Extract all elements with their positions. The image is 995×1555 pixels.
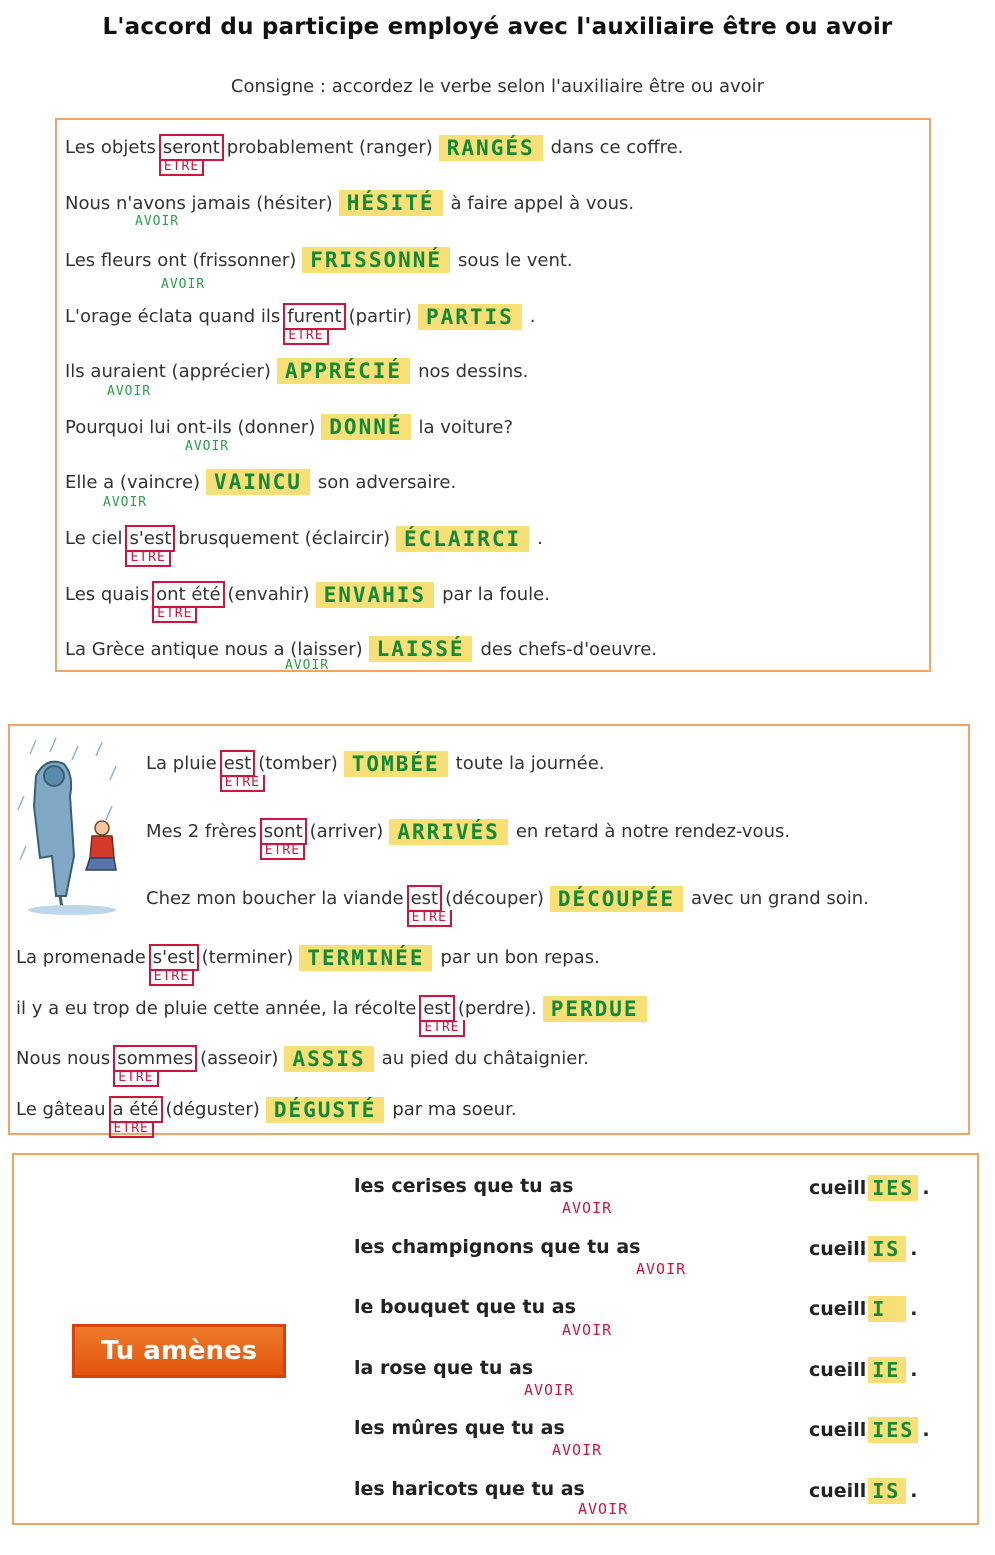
auxiliary-note: AVOIR <box>285 658 330 673</box>
exercise-row <box>65 414 513 440</box>
answer-field[interactable]: IE <box>868 1357 906 1383</box>
exercise-row <box>65 525 543 565</box>
auxiliary-box <box>109 1096 163 1136</box>
answer-row <box>809 1417 930 1443</box>
exercise-box-1 <box>55 118 931 672</box>
auxiliary-tag: ETRE <box>125 550 170 567</box>
exercise-row <box>146 885 869 925</box>
auxiliary-box <box>419 995 460 1035</box>
exercise-row <box>146 750 605 790</box>
auxiliary-word: est <box>223 753 252 774</box>
auxiliary-word: sont <box>263 821 303 842</box>
exercise-row <box>16 1045 589 1085</box>
auxiliary-note: AVOIR <box>552 1441 603 1459</box>
exercise-row <box>65 190 634 216</box>
sentence-middle: (asseoir) <box>200 1048 279 1069</box>
exercise-box-3 <box>12 1153 979 1525</box>
auxiliary-note: AVOIR <box>185 439 230 454</box>
auxiliary-note: AVOIR <box>524 1381 575 1399</box>
punctuation: . <box>910 1238 918 1260</box>
answer-field[interactable]: VAINCU <box>206 469 310 495</box>
rain-illustration <box>16 736 128 916</box>
auxiliary-note: AVOIR <box>107 384 152 399</box>
sentence-middle: (tomber) <box>258 753 338 774</box>
auxiliary-word: est <box>410 888 439 909</box>
auxiliary-note: AVOIR <box>578 1500 629 1518</box>
sentence-middle: brusquement (éclaircir) <box>178 528 390 549</box>
auxiliary-box <box>407 885 447 925</box>
auxiliary-word: s'est <box>152 947 195 968</box>
sentence-end: à faire appel à vous. <box>450 192 635 214</box>
phrase: les champignons que tu as <box>354 1236 641 1258</box>
answer-field[interactable]: FRISSONNÉ <box>302 247 450 273</box>
sentence-middle: (terminer) <box>201 947 294 968</box>
sentence-start: Chez mon boucher la viande <box>146 888 404 909</box>
answer-field[interactable]: DÉGUSTÉ <box>266 1097 385 1123</box>
sentence-middle: (découper) <box>445 888 544 909</box>
answer-field[interactable]: ÉCLAIRCI <box>396 526 529 552</box>
answer-field[interactable]: DONNÉ <box>321 414 410 440</box>
auxiliary-word: seront <box>162 137 220 158</box>
sentence-end: des chefs-d'oeuvre. <box>480 638 657 660</box>
punctuation: . <box>922 1419 930 1441</box>
auxiliary-tag: ETRE <box>109 1121 154 1138</box>
answer-field[interactable]: ENVAHIS <box>316 582 435 608</box>
answer-field[interactable]: IS <box>868 1236 906 1262</box>
punctuation: . <box>910 1359 918 1381</box>
answer-field[interactable]: RANGÉS <box>439 135 543 161</box>
auxiliary-word: ont été <box>156 584 221 605</box>
sentence-middle: (arriver) <box>309 821 384 842</box>
sentence-end: . <box>537 528 543 549</box>
answer-field[interactable]: I <box>868 1296 906 1322</box>
auxiliary-tag: ETRE <box>260 843 305 860</box>
sentence-end: dans ce coffre. <box>550 137 684 158</box>
auxiliary-box <box>220 750 261 790</box>
phrase: les cerises que tu as <box>354 1175 574 1197</box>
auxiliary-note: AVOIR <box>562 1321 613 1339</box>
phrase: la rose que tu as <box>354 1357 534 1379</box>
exercise-row <box>146 818 791 858</box>
auxiliary-box <box>260 818 307 858</box>
auxiliary-tag: ETRE <box>283 328 328 345</box>
sentence-start: Les objets <box>65 137 156 158</box>
auxiliary-box <box>152 581 224 621</box>
sentence-start: Les quais <box>65 584 150 605</box>
auxiliary-word: est <box>423 998 451 1019</box>
answer-field[interactable]: IS <box>868 1478 906 1504</box>
auxiliary-tag: ETRE <box>149 969 194 986</box>
answer-field[interactable]: IES <box>868 1417 918 1443</box>
punctuation: . <box>922 1177 930 1199</box>
answer-field[interactable]: TOMBÉE <box>344 751 448 777</box>
phrase: les mûres que tu as <box>354 1417 565 1439</box>
sentence-start: La Grèce antique nous a (laisser) <box>65 638 363 660</box>
answer-row <box>809 1478 917 1504</box>
answer-field[interactable]: PERDUE <box>543 996 647 1022</box>
exercise-row <box>65 636 657 662</box>
answer-field[interactable]: ASSIS <box>284 1046 373 1072</box>
sentence-end: nos dessins. <box>418 360 529 382</box>
auxiliary-word: furent <box>287 306 342 327</box>
auxiliary-note: AVOIR <box>103 495 148 510</box>
answer-row <box>809 1236 917 1262</box>
auxiliary-box <box>125 525 175 565</box>
sentence-end: la voiture? <box>418 416 514 438</box>
verb-stem: cueill <box>809 1359 867 1381</box>
sentence-start: Ils auraient (apprécier) <box>65 360 271 382</box>
sentence-start: Le ciel <box>65 528 123 549</box>
answer-field[interactable]: IES <box>868 1175 918 1201</box>
sentence-middle: (partir) <box>348 306 412 327</box>
exercise-row <box>65 469 456 495</box>
sentence-start: il y a eu trop de pluie cette année, la récolte <box>16 998 417 1019</box>
verb-stem: cueill <box>809 1480 867 1502</box>
auxiliary-tag: ETRE <box>419 1020 464 1037</box>
answer-field[interactable]: APPRÉCIÉ <box>277 358 410 384</box>
exercise-row <box>16 944 600 984</box>
answer-row <box>809 1175 930 1201</box>
answer-field[interactable]: PARTIS <box>418 304 522 330</box>
auxiliary-word: s'est <box>129 528 172 549</box>
auxiliary-word: sommes <box>117 1048 194 1069</box>
sentence-start: Nous nous <box>16 1048 111 1069</box>
sentence-end: son adversaire. <box>317 471 457 493</box>
phrase: le bouquet que tu as <box>354 1296 576 1318</box>
auxiliary-tag: ETRE <box>113 1070 158 1087</box>
phrase: les haricots que tu as <box>354 1478 585 1500</box>
sentence-end: au pied du châtaignier. <box>381 1048 589 1069</box>
auxiliary-note: AVOIR <box>562 1199 613 1217</box>
auxiliary-tag: ETRE <box>220 775 265 792</box>
sentence-start: Nous n'avons jamais (hésiter) <box>65 192 333 214</box>
auxiliary-note: AVOIR <box>161 277 206 292</box>
sentence-end: . <box>529 306 536 327</box>
punctuation: . <box>910 1298 918 1320</box>
exercise-row <box>65 581 550 621</box>
sentence-start: La pluie <box>146 753 217 774</box>
verb-stem: cueill <box>809 1177 867 1199</box>
answer-row <box>809 1296 917 1322</box>
answer-field[interactable]: LAISSÉ <box>369 636 473 662</box>
sentence-start: Pourquoi lui ont-ils (donner) <box>65 416 316 438</box>
tu-amenes-button[interactable]: Tu amènes <box>72 1324 286 1378</box>
auxiliary-box <box>149 944 199 984</box>
sentence-start: Les fleurs ont (frissonner) <box>65 249 297 271</box>
exercise-box-2 <box>8 724 970 1135</box>
sentence-start: Mes 2 frères <box>146 821 257 842</box>
sentence-end: par ma soeur. <box>392 1099 517 1120</box>
sentence-middle: probablement (ranger) <box>226 137 433 158</box>
answer-field[interactable]: TERMINÉE <box>299 945 432 971</box>
auxiliary-tag: ETRE <box>152 606 197 623</box>
exercise-row <box>16 995 655 1035</box>
auxiliary-box <box>159 134 224 174</box>
sentence-middle: (perdre). <box>457 998 537 1019</box>
sentence-end: sous le vent. <box>458 249 573 271</box>
answer-field[interactable]: ARRIVÉS <box>389 819 508 845</box>
exercise-row <box>65 358 528 384</box>
page-title: L'accord du participe employé avec l'auxiliaire être ou avoir <box>102 14 893 40</box>
punctuation: . <box>910 1480 918 1502</box>
verb-stem: cueill <box>809 1238 867 1260</box>
sentence-start: L'orage éclata quand ils <box>65 306 281 327</box>
exercise-row <box>65 247 573 273</box>
auxiliary-tag: ETRE <box>159 159 204 176</box>
sentence-start: La promenade <box>16 947 146 968</box>
sentence-end: par un bon repas. <box>440 947 600 968</box>
sentence-end: en retard à notre rendez-vous. <box>515 821 791 842</box>
auxiliary-note: AVOIR <box>636 1260 687 1278</box>
sentence-end: par la foule. <box>442 584 550 605</box>
answer-row <box>809 1357 917 1383</box>
exercise-row <box>65 134 684 174</box>
verb-stem: cueill <box>809 1298 867 1320</box>
auxiliary-word: a été <box>112 1099 159 1120</box>
exercise-row <box>16 1096 517 1136</box>
instruction-text: Consigne : accordez le verbe selon l'auxiliaire être ou avoir <box>230 76 765 97</box>
exercise-row <box>65 303 536 343</box>
sentence-end: toute la journée. <box>455 753 605 774</box>
auxiliary-box <box>113 1045 197 1085</box>
verb-stem: cueill <box>809 1419 867 1441</box>
auxiliary-box <box>283 303 345 343</box>
sentence-end: avec un grand soin. <box>691 888 869 909</box>
sentence-start: Le gâteau <box>16 1099 106 1120</box>
auxiliary-tag: ETRE <box>407 910 452 927</box>
answer-field[interactable]: DÉCOUPÉE <box>550 886 683 912</box>
sentence-start: Elle a (vaincre) <box>65 471 201 493</box>
answer-field[interactable]: HÉSITÉ <box>339 190 443 216</box>
auxiliary-note: AVOIR <box>135 214 180 229</box>
sentence-middle: (envahir) <box>227 584 310 605</box>
sentence-middle: (déguster) <box>165 1099 260 1120</box>
